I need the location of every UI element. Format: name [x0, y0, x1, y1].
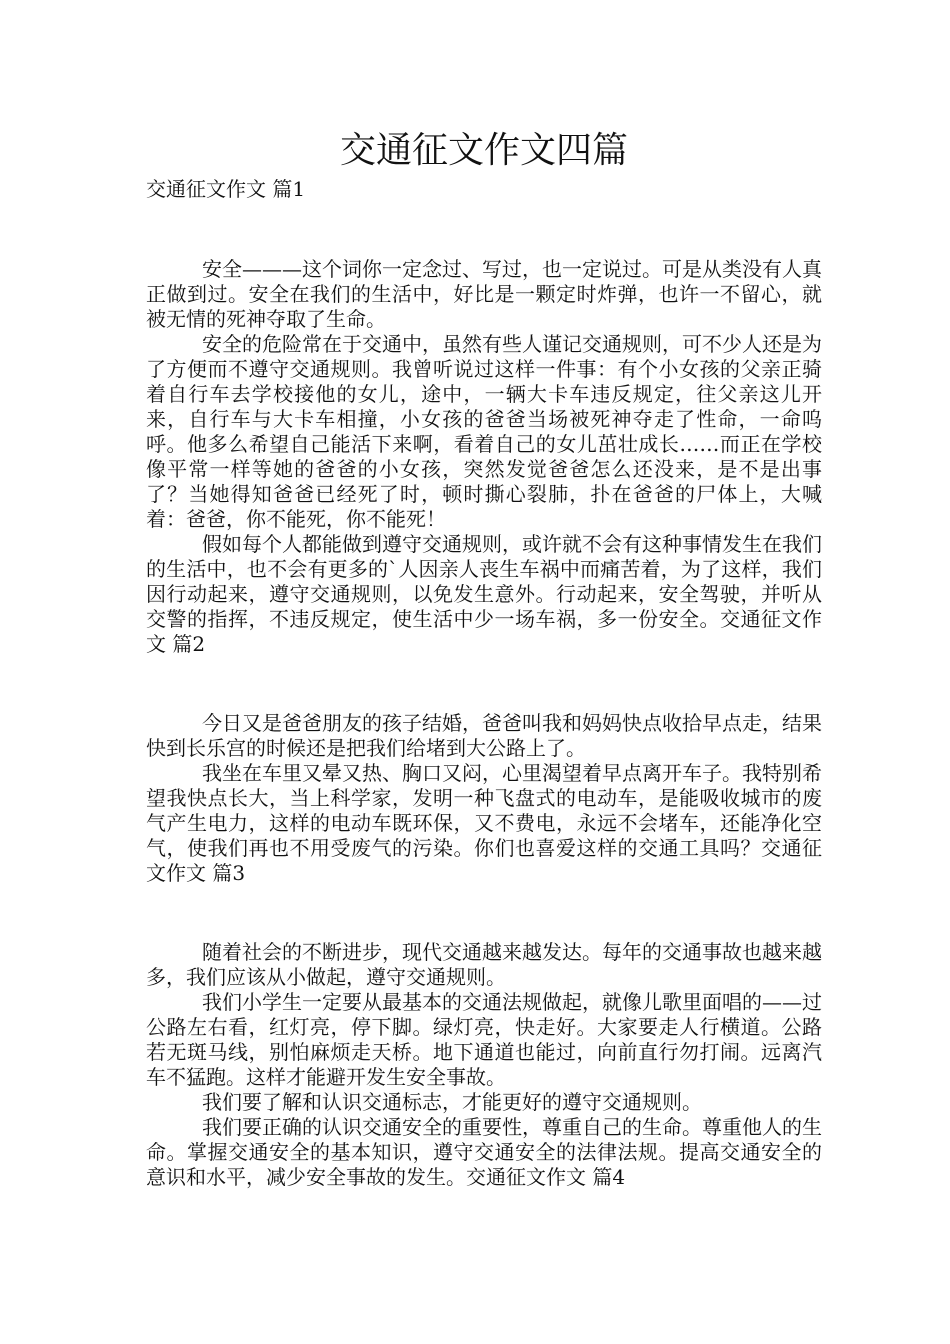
- paragraph: 我们小学生一定要从最基本的交通法规做起，就像儿歌里面唱的——过公路左右看，红灯亮，停下脚。绿灯亮，快走好。大家要走人行横道。公路若无斑马线，别怕麻烦走天桥。地下通道也能过，向前直行勿打闹。远离汽车不猛跑。这样才能避开发生安全事故。: [146, 990, 822, 1089]
- paragraph: 今日又是爸爸朋友的孩子结婚，爸爸叫我和妈妈快点收拾早点走，结果快到长乐宫的时候还是把我们给堵到大公路上了。: [146, 711, 822, 760]
- section-heading-3: 交通征文作文 篇3: [146, 836, 822, 885]
- paragraph: 安全———这个词你一定念过、写过，也一定说过。可是从类没有人真正做到过。安全在我们的生活中，好比是一颗定时炸弹，也许一不留心，就被无情的死神夺取了生命。: [146, 257, 822, 331]
- document-title: 交通征文作文四篇: [339, 130, 628, 171]
- paragraph-text: 我们要正确的认识交通安全的重要性，尊重自己的生命。尊重他人的生命。掌握交通安全的基本知识，遵守交通安全的法律法规。提高交通安全的意识和水平，减少安全事故的发生。: [146, 1115, 822, 1189]
- document-page: [146, 128, 822, 1190]
- paragraph-text: 我坐在车里又晕又热、胸口又闷，心里渴望着早点离开车子。我特别希望我快点长大，当上科学家，发明一种飞盘式的电动车，是能吸收城市的废气产生电力，这样的电动车既环保，又不费电，永远不会堵车，还能净化空气，使我们再也不用受废气的污染。你们也喜爱这样的交通工具吗？: [146, 761, 822, 860]
- section-heading-4: 交通征文作文 篇4: [466, 1165, 626, 1189]
- blank-gap: [146, 203, 822, 257]
- blank-gap: [146, 886, 822, 940]
- paragraph: [146, 761, 822, 886]
- paragraph: 安全的危险常在于交通中，虽然有些人谨记交通规则，可不少人还是为了方便而不遵守交通规则。我曾听说过这样一件事：有个小女孩的父亲正骑着自行车去学校接他的女儿，途中，一辆大卡车违反规定，往父亲这儿开来，自行车与大卡车相撞，小女孩的爸爸当场被死神夺走了性命，一命呜呼。他多么希望自己能活下来啊，看着自己的女儿茁壮成长……而正在学校像平常一样等她的爸爸的小女孩，突然发觉爸爸怎么还没来，是不是出事了？当她得知爸爸已经死了时，顿时撕心裂肺，扑在爸爸的尸体上，大喊着：爸爸，你不能死，你不能死！: [146, 332, 822, 531]
- paragraph: 我们要了解和认识交通标志，才能更好的遵守交通规则。: [202, 1090, 702, 1114]
- paragraph-text: 假如每个人都能做到遵守交通规则，或许就不会有这种事情发生在我们的生活中，也不会有更多的`人因亲人丧生车祸中而痛苦着，为了这样，我们因行动起来，遵守交通规则，以免发生意外。行动起来，安全驾驶，并听从交警的指挥，不违反规定，使生活中少一场车祸，多一份安全。: [146, 532, 822, 631]
- section-heading-2: 交通征文作文 篇2: [146, 607, 822, 656]
- paragraph: [146, 1115, 822, 1190]
- section-heading-1: 交通征文作文 篇1: [146, 177, 306, 201]
- paragraph: [146, 532, 822, 657]
- blank-gap: [146, 657, 822, 711]
- paragraph: 随着社会的不断进步，现代交通越来越发达。每年的交通事故也越来越多，我们应该从小做起，遵守交通规则。: [146, 940, 822, 989]
